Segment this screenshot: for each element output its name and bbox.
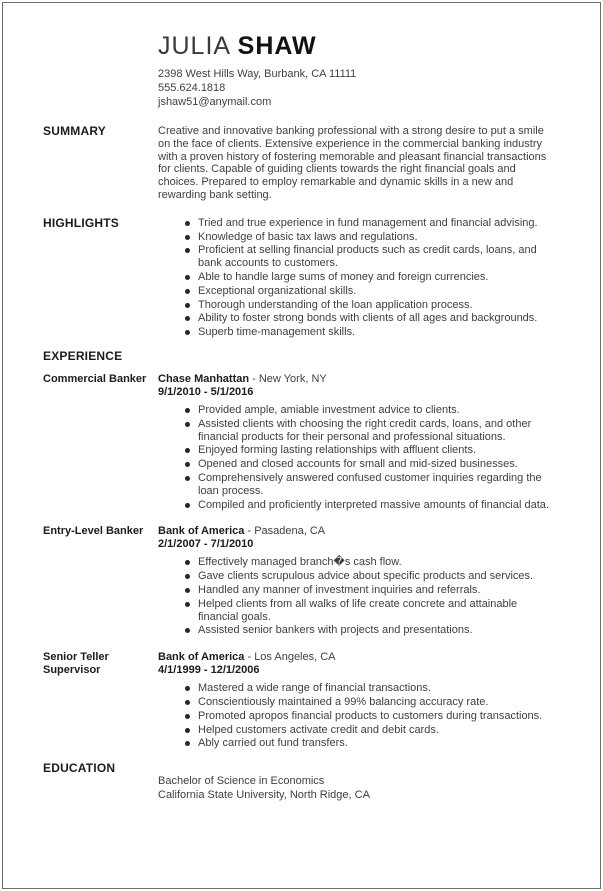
job-location: Los Angeles, CA <box>254 651 336 664</box>
job-block-1 <box>3 373 600 515</box>
highlight-item: Knowledge of basic tax laws and regulations. <box>184 231 558 244</box>
job-title: Commercial Banker <box>43 372 147 385</box>
highlights-list <box>158 217 558 339</box>
first-name: JULIA <box>158 32 230 60</box>
job-block-3 <box>3 651 600 754</box>
job-location: Pasadena, CA <box>254 525 326 538</box>
highlights-section <box>3 217 600 340</box>
job-dates: 9/1/2010 - 5/1/2016 <box>158 385 254 398</box>
bullet-item: Assisted senior bankers with projects and presentations. <box>184 624 558 637</box>
bullet-item: Enjoyed forming lasting relationships with affluent clients. <box>184 444 558 457</box>
highlight-item: Ability to foster strong bonds with clients of all ages and backgrounds. <box>184 312 558 325</box>
job-title: Senior Teller Supervisor <box>43 651 109 677</box>
contact-email: jshaw51@anymail.com <box>158 96 272 108</box>
section-label-experience: EXPERIENCE <box>43 348 123 363</box>
job-block-2 <box>3 525 600 641</box>
job-location: New York, NY <box>258 372 327 385</box>
job-bullets <box>158 682 558 750</box>
section-label-summary: SUMMARY <box>43 124 106 138</box>
bullet-item: Gave clients scrupulous advice about specific products and services. <box>184 570 558 583</box>
job-bullets <box>158 404 558 511</box>
section-label-education: EDUCATION <box>43 761 116 776</box>
education-degree: Bachelor of Science in Economics <box>158 775 325 788</box>
company-location-separator: - <box>244 651 255 664</box>
company-location-separator: - <box>244 525 255 538</box>
bullet-item: Comprehensively answered confused customer inquiries regarding the loan process. <box>184 472 558 498</box>
job-company-line <box>158 651 558 664</box>
highlight-item: Able to handle large sums of money and foreign currencies. <box>184 271 558 284</box>
contact-phone: 555.624.1818 <box>158 82 226 94</box>
bullet-item: Compiled and proficiently interpreted massive amounts of financial data. <box>184 499 558 512</box>
bullet-item: Helped customers activate credit and debit cards. <box>184 724 558 737</box>
resume-page <box>2 2 601 889</box>
bullet-item: Provided ample, amiable investment advice to clients. <box>184 404 558 417</box>
education-section <box>3 762 600 802</box>
summary-text: Creative and innovative banking professional with a strong desire to put a smile on the face of clients. Extensive experience in the commercial banking industry with a proven history of fostering memorable and pleasant financial transactions for clients. Capable of guiding clients towards the right financial goals and choices. Prepared to employ remarkable and dynamic skills in a new and rewarding bank setting. <box>158 125 547 201</box>
bullet-item: Mastered a wide range of financial transactions. <box>184 682 558 695</box>
person-name <box>158 33 560 59</box>
last-name: SHAW <box>237 32 317 60</box>
bullet-item: Conscientiously maintained a 99% balancing accuracy rate. <box>184 696 558 709</box>
job-company: Chase Manhattan <box>158 372 250 385</box>
job-company-line <box>158 525 558 538</box>
bullet-item: Promoted apropos financial products to customers during transactions. <box>184 710 558 723</box>
highlight-item: Proficient at selling financial products such as credit cards, loans, and bank accounts to customers. <box>184 244 558 270</box>
highlight-item: Tried and true experience in fund management and financial advising. <box>184 217 558 230</box>
bullet-item: Helped clients from all walks of life create concrete and attainable financial goals. <box>184 598 558 624</box>
bullet-item: Opened and closed accounts for small and mid-sized businesses. <box>184 458 558 471</box>
summary-section <box>3 125 600 202</box>
contact-block <box>158 67 560 109</box>
job-dates: 4/1/1999 - 12/1/2006 <box>158 664 260 677</box>
job-company: Bank of America <box>158 651 245 664</box>
resume-header <box>3 33 600 109</box>
job-title: Entry-Level Banker <box>43 525 144 538</box>
education-school: California State University, North Ridge, CA <box>158 788 370 801</box>
bullet-item: Effectively managed branch�s cash flow. <box>184 556 558 569</box>
highlight-item: Thorough understanding of the loan application process. <box>184 299 558 312</box>
job-company: Bank of America <box>158 525 245 538</box>
job-bullets <box>158 556 558 637</box>
job-company-line <box>158 373 558 386</box>
experience-section <box>3 350 600 363</box>
job-dates: 2/1/2007 - 7/1/2010 <box>158 538 254 551</box>
highlight-item: Exceptional organizational skills. <box>184 285 558 298</box>
section-label-highlights: HIGHLIGHTS <box>43 215 119 230</box>
bullet-item: Handled any manner of investment inquiries and referrals. <box>184 584 558 597</box>
bullet-item: Ably carried out fund transfers. <box>184 737 558 750</box>
highlight-item: Superb time-management skills. <box>184 326 558 339</box>
bullet-item: Assisted clients with choosing the right credit cards, loans, and other financial products for their personal and professional situations. <box>184 418 558 444</box>
company-location-separator: - <box>249 372 259 385</box>
contact-address: 2398 West Hills Way, Burbank, CA 11111 <box>158 68 357 80</box>
